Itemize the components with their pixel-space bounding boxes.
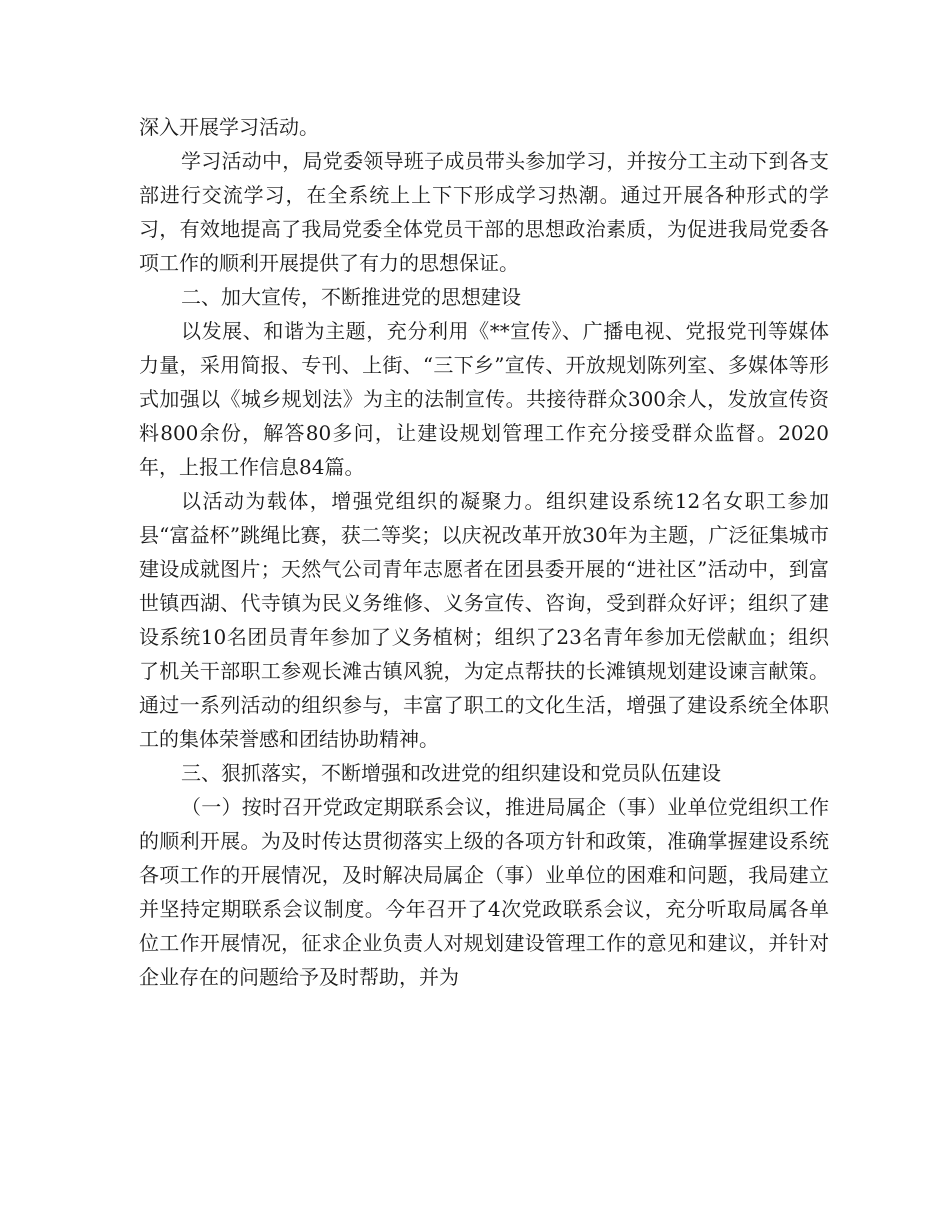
paragraph-publicity: 以发展、和谐为主题，充分利用《**宣传》、广播电视、党报党刊等媒体力量，采用简报、专刊、上街、“三下乡”宣传、开放规划陈列室、多媒体等形式加强以《城乡规划法》为主的法制宣传。共接待群众300余人，发放宣传资料800余份，解答80多问，让建设规划管理工作充分接受群众监督。2020年，上报工作信息84篇。 (139, 319, 829, 479)
paragraph-meetings: （一）按时召开党政定期联系会议，推进局属企（事）业单位党组织工作的顺利开展。为及时传达贯彻落实上级的各项方针和政策，准确掌握建设系统各项工作的开展情况，及时解决局属企（事）业单位的困难和问题，我局建立并坚持定期联系会议制度。今年召开了4次党政联系会议，充分听取局属各单位工作开展情况，征求企业负责人对规划建设管理工作的意见和建议，并针对企业存在的问题给予及时帮助，并为 (139, 795, 829, 989)
section-heading-2: 二、加大宣传，不断推进党的思想建设 (181, 285, 521, 309)
section-heading-3: 三、狠抓落实，不断增强和改进党的组织建设和党员队伍建设 (181, 761, 721, 785)
document-body (139, 110, 829, 994)
paragraph-study-activities: 学习活动中，局党委领导班子成员带头参加学习，并按分工主动下到各支部进行交流学习，在全系统上上下下形成学习热潮。通过开展各种形式的学习，有效地提高了我局党委全体党员干部的思想政治素质，为促进我局党委各项工作的顺利开展提供了有力的思想保证。 (139, 149, 829, 275)
paragraph-activities: 以活动为载体，增强党组织的凝聚力。组织建设系统12名女职工参加县“富益杯”跳绳比赛，获二等奖；以庆祝改革开放30年为主题，广泛征集城市建设成就图片；天然气公司青年志愿者在团县委开展的“进社区”活动中，到富世镇西湖、代寺镇为民义务维修、义务宣传、咨询，受到群众好评；组织了建设系统10名团员青年参加了义务植树；组织了23名青年参加无偿献血；组织了机关干部职工参观长滩古镇风貌，为定点帮扶的长滩镇规划建设谏言献策。通过一系列活动的组织参与，丰富了职工的文化生活，增强了建设系统全体职工的集体荣誉感和团结协助精神。 (139, 489, 829, 751)
paragraph-continuation: 深入开展学习活动。 (139, 115, 319, 139)
